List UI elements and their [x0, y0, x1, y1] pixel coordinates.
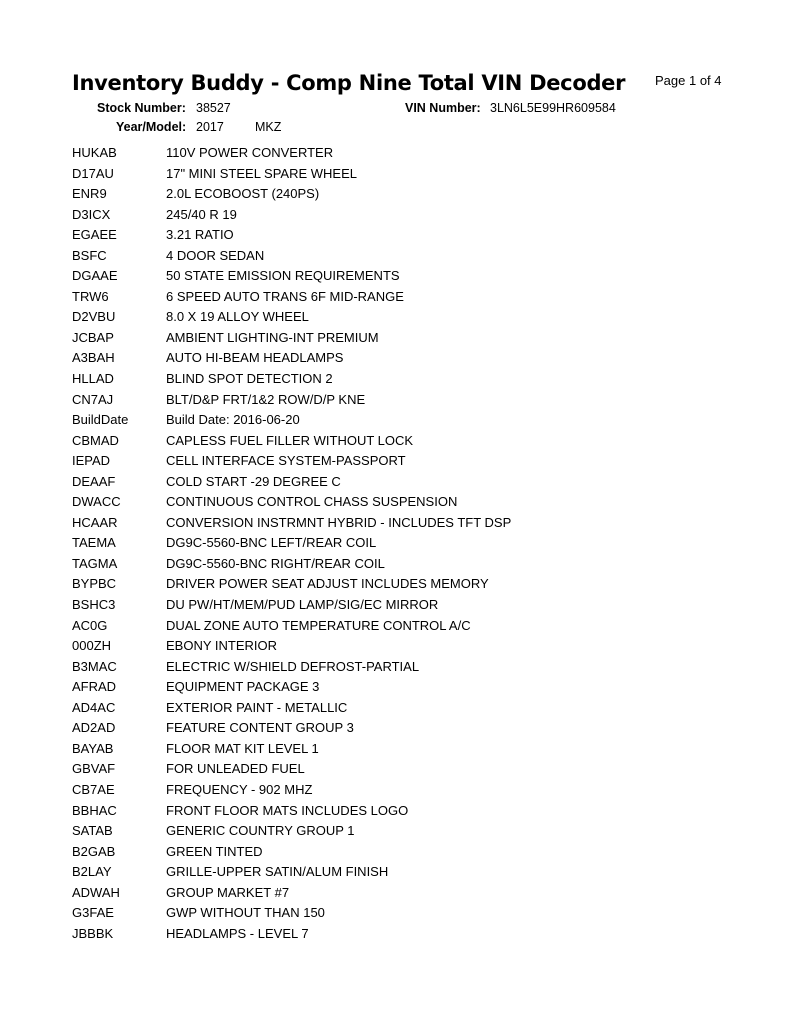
option-description: GWP WITHOUT THAN 150 [166, 905, 325, 921]
list-item [72, 206, 752, 227]
option-description: FOR UNLEADED FUEL [166, 761, 305, 777]
list-item [72, 904, 752, 925]
option-description: HEADLAMPS - LEVEL 7 [166, 925, 309, 941]
option-code: DEAAF [72, 473, 116, 489]
list-item [72, 411, 752, 432]
year-model-label: Year/Model: [116, 120, 187, 134]
list-item [72, 247, 752, 268]
stock-number-value: 38527 [196, 101, 231, 115]
list-item [72, 555, 752, 576]
option-code: BSFC [72, 247, 107, 263]
option-description: DG9C-5560-BNC LEFT/REAR COIL [166, 535, 377, 551]
stock-number-label: Stock Number: [97, 101, 186, 115]
option-description: COLD START -29 DEGREE C [166, 473, 341, 489]
option-description: CELL INTERFACE SYSTEM-PASSPORT [166, 453, 406, 469]
list-item [72, 473, 752, 494]
list-item [72, 267, 752, 288]
option-code: BAYAB [72, 740, 114, 756]
option-description: 17" MINI STEEL SPARE WHEEL [166, 165, 358, 181]
list-item [72, 781, 752, 802]
option-description: GREEN TINTED [166, 843, 263, 859]
list-item [72, 802, 752, 823]
list-item [72, 596, 752, 617]
list-item [72, 719, 752, 740]
option-description: 3.21 RATIO [166, 227, 234, 243]
list-item [72, 617, 752, 638]
option-description: FRONT FLOOR MATS INCLUDES LOGO [166, 802, 409, 818]
option-description: EXTERIOR PAINT - METALLIC [166, 699, 348, 715]
option-code: CN7AJ [72, 391, 114, 407]
option-code: TAEMA [72, 535, 116, 551]
document-title: Inventory Buddy - Comp Nine Total VIN Decoder [72, 71, 626, 95]
option-description: AUTO HI-BEAM HEADLAMPS [166, 350, 344, 366]
option-code: B2LAY [72, 864, 112, 880]
option-description: AMBIENT LIGHTING-INT PREMIUM [166, 329, 379, 345]
option-description: 4 DOOR SEDAN [166, 247, 265, 263]
option-code: B3MAC [72, 658, 117, 674]
list-item [72, 349, 752, 370]
option-code: DGAAE [72, 268, 118, 284]
model-value: MKZ [255, 120, 282, 134]
list-item [72, 760, 752, 781]
option-code: ENR9 [72, 186, 107, 202]
option-description: 8.0 X 19 ALLOY WHEEL [166, 309, 309, 325]
option-description: GROUP MARKET #7 [166, 884, 290, 900]
list-item [72, 391, 752, 412]
list-item [72, 658, 752, 679]
option-code-list [72, 144, 752, 945]
list-item [72, 165, 752, 186]
option-description: EQUIPMENT PACKAGE 3 [166, 679, 320, 695]
option-description: DG9C-5560-BNC RIGHT/REAR COIL [166, 555, 385, 571]
option-description: CONTINUOUS CONTROL CHASS SUSPENSION [166, 494, 458, 510]
option-code: A3BAH [72, 350, 115, 366]
list-item [72, 226, 752, 247]
option-description: DRIVER POWER SEAT ADJUST INCLUDES MEMORY [166, 576, 489, 592]
list-item [72, 432, 752, 453]
option-description: 50 STATE EMISSION REQUIREMENTS [166, 268, 400, 284]
option-description: CAPLESS FUEL FILLER WITHOUT LOCK [166, 432, 414, 448]
option-code: EGAEE [72, 227, 117, 243]
option-code: SATAB [72, 823, 113, 839]
option-code: HCAAR [72, 514, 118, 530]
list-item [72, 740, 752, 761]
vin-number-value: 3LN6L5E99HR609584 [490, 101, 616, 115]
list-item [72, 534, 752, 555]
option-description: ELECTRIC W/SHIELD DEFROST-PARTIAL [166, 658, 420, 674]
option-description: GRILLE-UPPER SATIN/ALUM FINISH [166, 864, 389, 880]
option-code: B2GAB [72, 843, 116, 859]
option-code: ADWAH [72, 884, 120, 900]
option-description: 6 SPEED AUTO TRANS 6F MID-RANGE [166, 288, 404, 304]
list-item [72, 308, 752, 329]
option-description: EBONY INTERIOR [166, 638, 278, 654]
option-code: TRW6 [72, 288, 109, 304]
list-item [72, 575, 752, 596]
option-code: BSHC3 [72, 597, 116, 613]
option-code: D17AU [72, 165, 114, 181]
option-description: GENERIC COUNTRY GROUP 1 [166, 823, 355, 839]
option-code: 000ZH [72, 638, 112, 654]
option-description: FREQUENCY - 902 MHZ [166, 781, 313, 797]
list-item [72, 452, 752, 473]
list-item [72, 678, 752, 699]
option-code: D3ICX [72, 206, 111, 222]
option-code: DWACC [72, 494, 121, 510]
option-description: BLIND SPOT DETECTION 2 [166, 371, 333, 387]
year-value: 2017 [196, 120, 224, 134]
option-description: 110V POWER CONVERTER [166, 145, 334, 160]
list-item [72, 370, 752, 391]
option-code: HLLAD [72, 371, 114, 387]
option-description: CONVERSION INSTRMNT HYBRID - INCLUDES TFT DSP [166, 514, 512, 530]
list-item [72, 288, 752, 309]
option-code: BBHAC [72, 802, 117, 818]
option-description: BLT/D&P FRT/1&2 ROW/D/P KNE [166, 391, 366, 407]
list-item [72, 637, 752, 658]
page-number: Page 1 of 4 [655, 73, 722, 88]
list-item [72, 144, 752, 165]
option-code: IEPAD [72, 453, 111, 469]
list-item [72, 329, 752, 350]
option-description: DU PW/HT/MEM/PUD LAMP/SIG/EC MIRROR [166, 597, 439, 613]
option-code: HUKAB [72, 145, 117, 160]
option-description: FLOOR MAT KIT LEVEL 1 [166, 740, 319, 756]
list-item [72, 822, 752, 843]
list-item [72, 514, 752, 535]
list-item [72, 884, 752, 905]
list-item [72, 863, 752, 884]
option-code: BYPBC [72, 576, 117, 592]
option-description: DUAL ZONE AUTO TEMPERATURE CONTROL A/C [166, 617, 471, 633]
list-item [72, 925, 752, 946]
option-description: 245/40 R 19 [166, 206, 237, 222]
option-code: GBVAF [72, 761, 116, 777]
option-code: TAGMA [72, 555, 118, 571]
option-code: BuildDate [72, 412, 129, 428]
option-description: Build Date: 2016-06-20 [166, 412, 300, 428]
option-code: AFRAD [72, 679, 117, 695]
option-code: CBMAD [72, 432, 119, 448]
option-code: AD2AD [72, 720, 116, 736]
option-code: JCBAP [72, 329, 114, 345]
option-code: AD4AC [72, 699, 116, 715]
option-code: AC0G [72, 617, 108, 633]
list-item [72, 493, 752, 514]
option-code: D2VBU [72, 309, 116, 325]
option-code: G3FAE [72, 905, 114, 921]
option-code: JBBBK [72, 925, 114, 941]
list-item [72, 843, 752, 864]
option-description: 2.0L ECOBOOST (240PS) [166, 186, 320, 202]
list-item [72, 185, 752, 206]
vin-number-label: VIN Number: [405, 101, 481, 115]
list-item [72, 699, 752, 720]
option-description: FEATURE CONTENT GROUP 3 [166, 720, 354, 736]
option-code: CB7AE [72, 781, 115, 797]
